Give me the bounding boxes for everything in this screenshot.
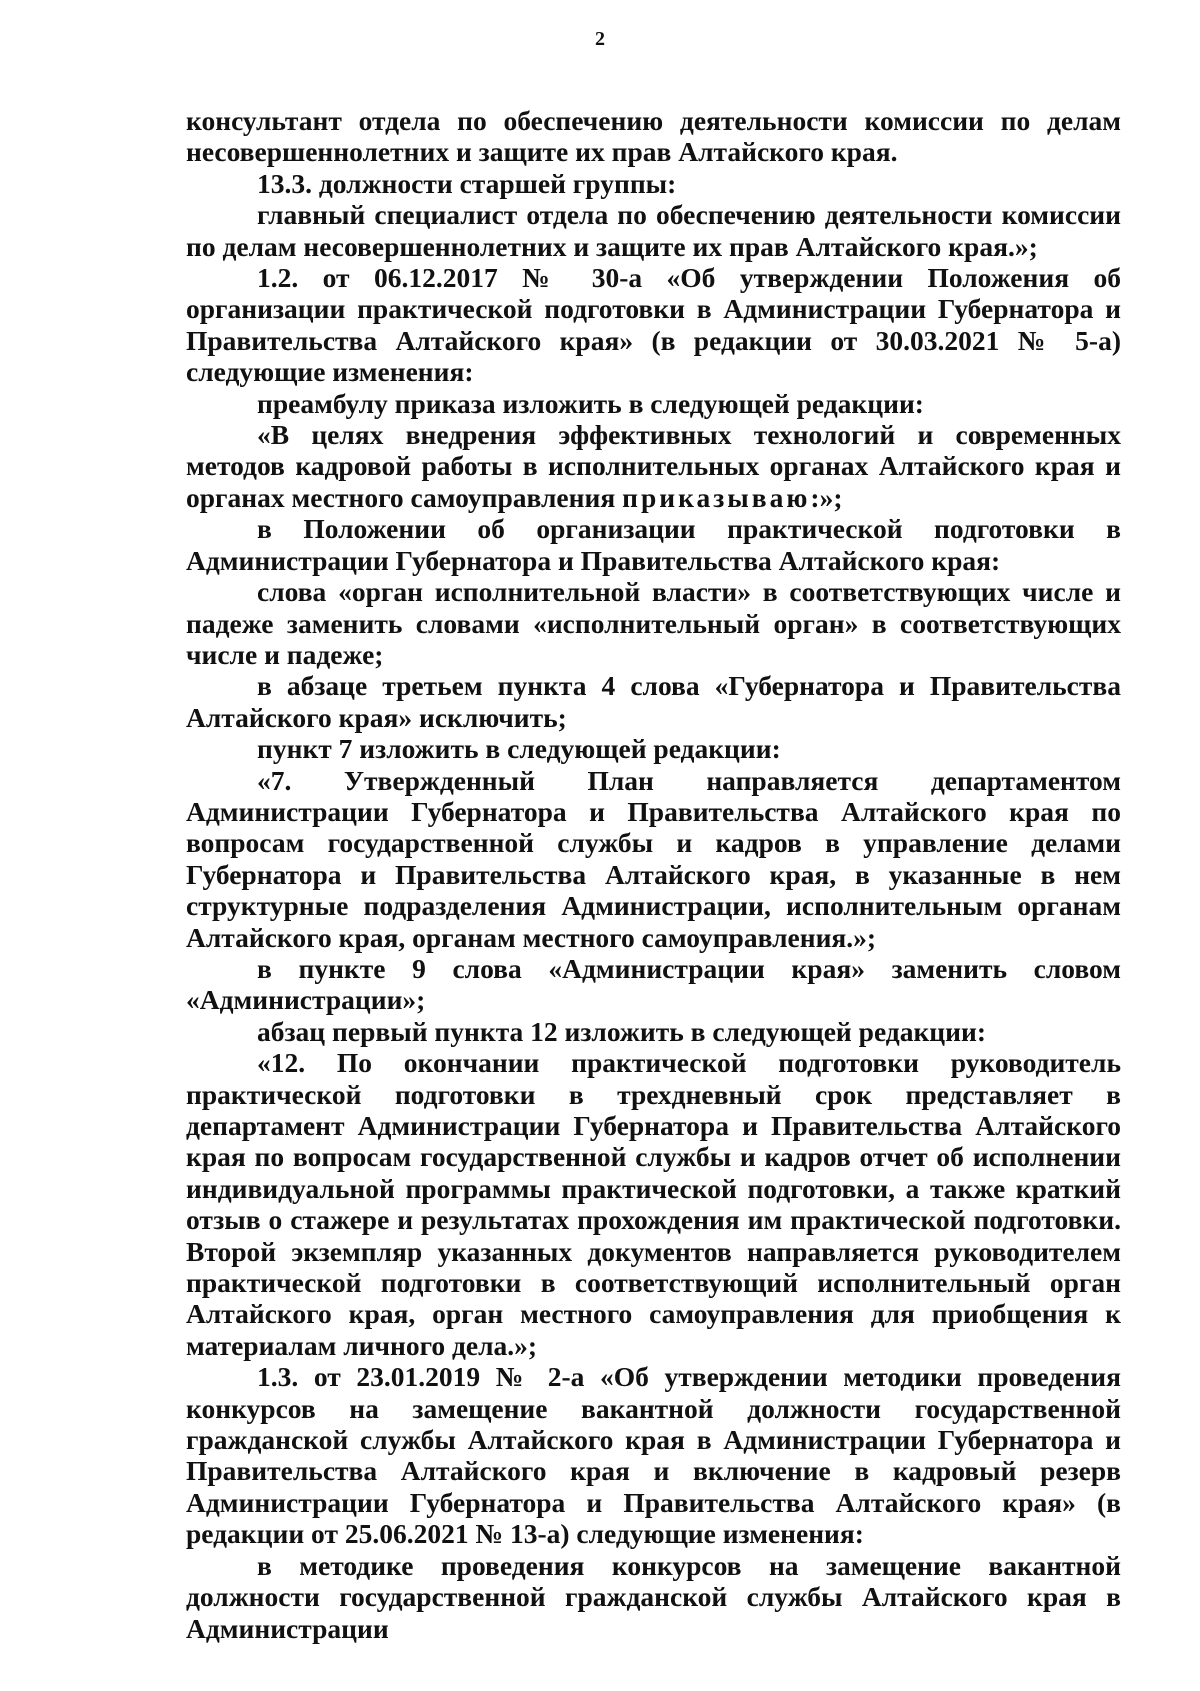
preamble-quote-text: «В целях внедрения эффективных технологий и современных методов кадровой работы в исполнительных органах Алтайского края и органах местного самоуправления [186,419,1121,513]
paragraph-item-9: в пункте 9 слова «Администрации края» заменить словом «Администрации»; [186,952,1121,1016]
page-number: 2 [595,28,605,50]
paragraph-preamble-instruction: преамбулу приказа изложить в следующей редакции: [257,387,924,419]
paragraph-chief-specialist: главный специалист отдела по обеспечению деятельности комиссии по делам несовершеннолетних и защите их прав Алтайского края.»; [186,199,1121,262]
paragraph-13-3: 13.3. должности старшей группы: [257,167,677,199]
paragraph-item-12-instruction: абзац первый пункта 12 изложить в следующей редакции: [257,1015,986,1047]
paragraph-item-12-text: «12. По окончании практической подготовки руководитель практической подготовки в трехдневный срок представляет в департамент Администрации Губернатора и Правительства Алтайского края по вопросам государственной службы и кадров отчет об исполнении индивидуальной программы практической подготовки, а также краткий отзыв о стажере и результатах прохождения им практической подготовки. Второй экземпляр указанных документов направляется руководителем практической подготовки в соответствующий исполнительный орган Алтайского края, орган местного самоуправления для приобщения к материалам личного дела.»; [186,1047,1121,1361]
preamble-quote-ending: :»; [810,481,843,513]
paragraph-item-4: в абзаце третьем пункта 4 слова «Губернатора и Правительства Алтайского края» исключить; [186,670,1121,733]
document-body [186,105,1121,1644]
paragraph-methodology: в методике проведения конкурсов на замещение вакантной должности государственной гражданской службы Алтайского края в Администрации [186,1549,1121,1644]
paragraph-preamble-quote [186,419,1121,513]
paragraph-item-7-instruction: пункт 7 изложить в следующей редакции: [257,733,781,765]
paragraph-1-3: 1.3. от 23.01.2019 № 2-а «Об утверждении методики проведения конкурсов на замещение вакантной должности государственной гражданской службы Алтайского края в Администрации Губернатора и Правительства Алтайского края и включение в кадровый резерв Администрации Губернатора и Правительства Алтайского края» (в редакции от 25.06.2021 № 13-а) следующие изменения: [186,1361,1121,1550]
preamble-spaced-word: приказываю [622,481,811,513]
paragraph-words-replace: слова «орган исполнительной власти» в соответствующих числе и падеже заменить словами «исполнительный орган» в соответствующих числе и падеже; [186,576,1121,670]
paragraph-consultant: консультант отдела по обеспечению деятельности комиссии по делам несовершеннолетних и защите их прав Алтайского края. [186,105,1121,168]
paragraph-item-7-text: «7. Утвержденный План направляется департаментом Администрации Губернатора и Правительства Алтайского края по вопросам государственной службы и кадров в управление делами Губернатора и Правительства Алтайского края, в указанные в нем структурные подразделения Администрации, исполнительным органам Алтайского края, органам местного самоуправления.»; [186,764,1121,953]
paragraph-1-2: 1.2. от 06.12.2017 № 30-а «Об утверждении Положения об организации практической подготовки в Администрации Губернатора и Правительства Алтайского края» (в редакции от 30.03.2021 № 5-а) следующие изменения: [186,262,1121,388]
paragraph-in-regulation: в Положении об организации практической подготовки в Администрации Губернатора и Правительства Алтайского края: [186,513,1121,576]
